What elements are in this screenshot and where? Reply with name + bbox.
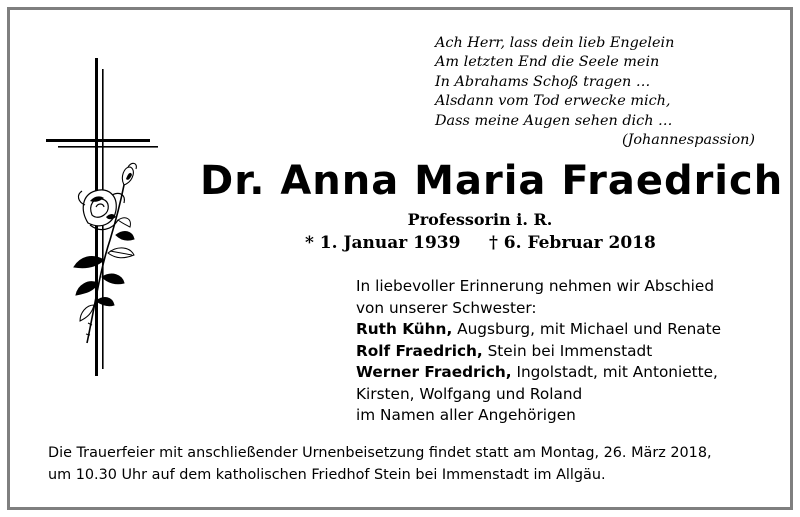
cross-with-rose-icon: [40, 55, 170, 385]
poem-line: Alsdann vom Tod erwecke mich,: [435, 93, 671, 110]
mourner-details: Augsburg, mit Michael und Renate: [452, 320, 722, 338]
intro-line: von unserer Schwester:: [356, 298, 537, 317]
mourner-details: Stein bei Immenstadt: [482, 341, 653, 360]
funeral-details: [48, 442, 768, 486]
poem-attribution: (Johannespassion): [621, 132, 755, 149]
mourner-name: Ruth Kühn,: [356, 320, 453, 338]
mourner-line: [356, 362, 766, 384]
death-date: † 6. Februar 2018: [489, 233, 656, 253]
birth-date: * 1. Januar 1939: [305, 233, 461, 253]
poem-line: Dass meine Augen sehen dich …: [435, 112, 673, 129]
announcement: [356, 276, 766, 427]
poem-line: In Abrahams Schoß tragen …: [435, 73, 651, 90]
mourner-name: Werner Fraedrich,: [356, 363, 512, 381]
poem-line: Am letzten End die Seele mein: [435, 54, 660, 71]
continuation-line: Kirsten, Wolfgang und Roland: [356, 384, 583, 403]
poem: [435, 34, 755, 150]
deceased-name: Dr. Anna Maria Fraedrich: [200, 158, 784, 204]
intro-line: In liebevoller Erinnerung nehmen wir Abschied: [356, 277, 715, 295]
deceased-title: Professorin i. R.: [407, 210, 553, 229]
mourner-line: [356, 341, 766, 363]
mourner-details: Ingolstadt, mit Antoniette,: [511, 363, 718, 381]
mourner-name: Rolf Fraedrich,: [356, 341, 483, 360]
funeral-details-line: Die Trauerfeier mit anschließender Urnenbeisetzung findet statt am Montag, 26. März 2018,: [48, 445, 712, 461]
funeral-details-line: um 10.30 Uhr auf dem katholischen Friedhof Stein bei Immenstadt im Allgäu.: [48, 467, 606, 483]
poem-line: Ach Herr, lass dein lieb Engelein: [435, 35, 675, 51]
closing-line: im Namen aller Angehörigen: [356, 406, 576, 424]
mourner-line: [356, 319, 766, 341]
